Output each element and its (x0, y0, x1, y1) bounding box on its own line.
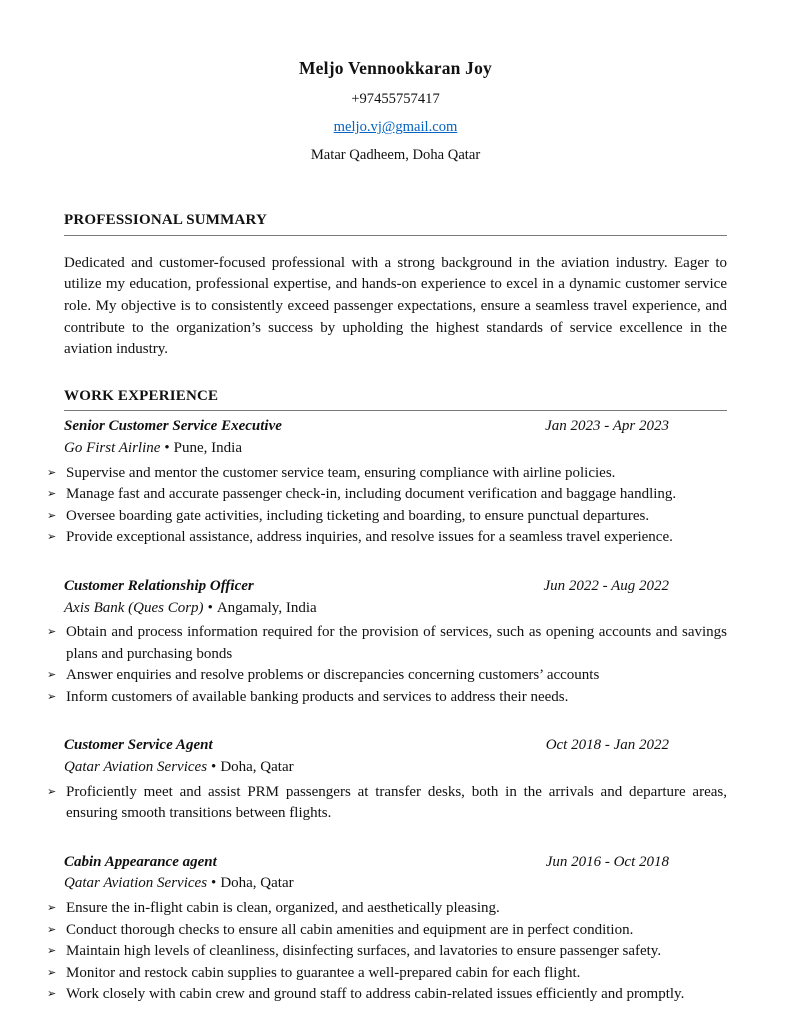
bullet-text: Inform customers of available banking products and services to address their needs. (66, 688, 569, 705)
job-title: Cabin Appearance agent (64, 853, 217, 870)
job-location: Pune, India (173, 439, 242, 456)
job-location: Angamaly, India (216, 599, 317, 616)
bullet-text: Ensure the in-flight cabin is clean, organized, and aesthetically pleasing. (66, 900, 500, 917)
bullet-text: Monitor and restock cabin supplies to guarantee a well-prepared cabin for each flight. (66, 964, 581, 981)
bullet-item (47, 984, 727, 1006)
job-entry (47, 852, 727, 1006)
address-line: Matar Qadheem, Doha Qatar (310, 147, 481, 164)
arrow-bullet-icon: ➢ (47, 690, 57, 703)
summary-heading: PROFESSIONAL SUMMARY (64, 210, 727, 236)
company-name: Qatar Aviation Services (64, 875, 208, 892)
bullet-text: Answer enquiries and resolve problems or discrepancies concerning customers’ accounts (66, 667, 600, 684)
job-bullet-list (47, 463, 727, 549)
arrow-bullet-icon: ➢ (47, 945, 57, 958)
job-company-row (64, 438, 727, 460)
bullet-text: Supervise and mentor the customer service team, ensuring compliance with airline policies. (66, 464, 616, 481)
job-title-row (64, 576, 727, 598)
separator-dot: • (211, 759, 217, 776)
bullet-text: Work closely with cabin crew and ground staff to address cabin-related issues efficiently and promptly. (66, 986, 685, 1003)
bullet-text: Provide exceptional assistance, address inquiries, and resolve issues for a seamless travel experience. (66, 529, 673, 546)
job-bullet-list (47, 782, 727, 825)
separator-dot: • (211, 875, 217, 892)
email-link[interactable]: meljo.vj@gmail.com (333, 119, 458, 136)
separator-dot: • (207, 599, 213, 616)
candidate-name: Meljo Vennookkaran Joy (298, 58, 493, 78)
resume-header (64, 56, 727, 166)
arrow-bullet-icon: ➢ (47, 488, 57, 501)
bullet-item (47, 506, 727, 528)
job-dates: Jun 2022 - Aug 2022 (543, 577, 669, 594)
bullet-text: Maintain high levels of cleanliness, disinfecting surfaces, and lavatories to ensure passenger safety. (66, 943, 662, 960)
arrow-bullet-icon: ➢ (47, 966, 57, 979)
bullet-item (47, 782, 727, 825)
company-name: Qatar Aviation Services (64, 759, 208, 776)
bullet-text: Proficiently meet and assist PRM passengers at transfer desks, both in the arrivals and departure areas, ensuring smooth transitions between flights. (66, 783, 727, 822)
job-location: Doha, Qatar (220, 875, 294, 892)
job-title-row (64, 852, 727, 874)
job-title-row (64, 416, 727, 438)
job-dates: Jun 2016 - Oct 2018 (545, 853, 669, 870)
bullet-item (47, 665, 727, 687)
job-title-row (64, 735, 727, 757)
job-title: Customer Relationship Officer (64, 577, 254, 594)
arrow-bullet-icon: ➢ (47, 509, 57, 522)
job-entry (47, 416, 727, 549)
bullet-item (47, 941, 727, 963)
job-title: Senior Customer Service Executive (64, 418, 282, 435)
bullet-text: Obtain and process information required for the provision of services, such as opening accounts and savings plans and purchasing bonds (66, 624, 727, 662)
work-experience-section (47, 386, 727, 1006)
bullet-item (47, 622, 727, 665)
professional-summary-section (64, 210, 727, 361)
bullet-item (47, 898, 727, 920)
arrow-bullet-icon: ➢ (47, 988, 57, 1001)
separator-dot: • (164, 439, 170, 456)
bullet-item (47, 687, 727, 709)
summary-text: Dedicated and customer-focused professional with a strong background in the aviation industry. Eager to utilize my education, professional expertise, and hands-on experience to excel in a dynamic customer service role. My objective is to consistently exceed passenger expectations, ensure a seamless travel experience, and contribute to the organization’s success by upholding the highest standards of service excellence in the aviation industry. (64, 254, 727, 358)
job-entry (47, 576, 727, 709)
job-bullet-list (47, 898, 727, 1006)
arrow-bullet-icon: ➢ (47, 669, 57, 682)
experience-heading: WORK EXPERIENCE (64, 386, 727, 412)
bullet-item (47, 527, 727, 549)
arrow-bullet-icon: ➢ (47, 902, 57, 915)
phone-number: +97455757417 (351, 91, 440, 108)
job-dates: Jan 2023 - Apr 2023 (545, 418, 669, 435)
arrow-bullet-icon: ➢ (47, 626, 57, 639)
job-dates: Oct 2018 - Jan 2022 (545, 737, 669, 754)
job-company-row (64, 598, 727, 620)
bullet-item (47, 920, 727, 942)
arrow-bullet-icon: ➢ (47, 923, 57, 936)
bullet-text: Oversee boarding gate activities, including ticketing and boarding, to ensure punctual departures. (66, 507, 650, 524)
company-name: Axis Bank (Ques Corp) (64, 599, 204, 616)
arrow-bullet-icon: ➢ (47, 531, 57, 544)
company-name: Go First Airline (64, 439, 161, 456)
bullet-item (47, 484, 727, 506)
job-bullet-list (47, 622, 727, 708)
job-title: Customer Service Agent (64, 737, 213, 754)
job-entry (47, 735, 727, 824)
bullet-text: Manage fast and accurate passenger check-in, including document verification and baggage handling. (66, 486, 677, 503)
bullet-item (47, 463, 727, 485)
arrow-bullet-icon: ➢ (47, 785, 57, 798)
job-location: Doha, Qatar (220, 759, 294, 776)
arrow-bullet-icon: ➢ (47, 466, 57, 479)
bullet-item (47, 963, 727, 985)
job-company-row (64, 757, 727, 779)
bullet-text: Conduct thorough checks to ensure all cabin amenities and equipment are in perfect condition. (66, 921, 634, 938)
job-company-row (64, 873, 727, 895)
